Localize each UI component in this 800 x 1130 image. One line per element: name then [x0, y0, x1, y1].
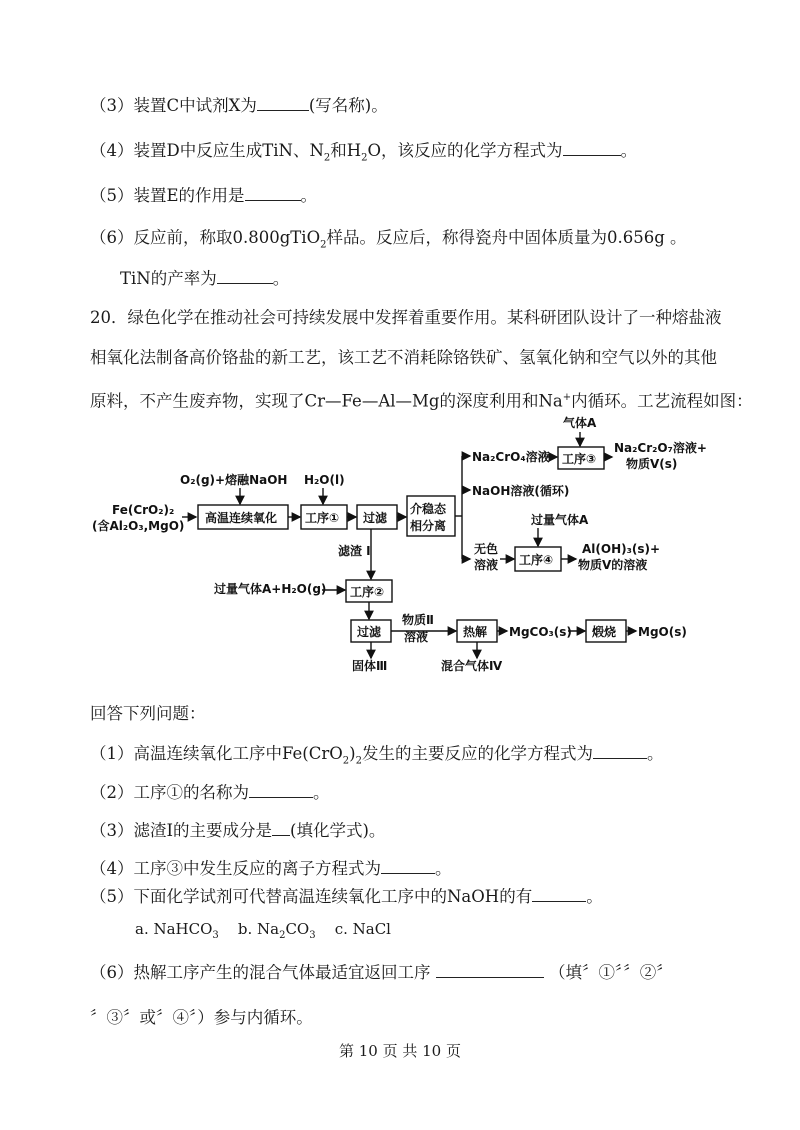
option-a[interactable]: a. NaHCO$_3$ [135, 920, 219, 941]
flow-solution2-line1: 物质Ⅱ [402, 613, 434, 627]
q20-2: （2）工序①的名称为 。 [90, 780, 330, 805]
flow-input-o2-naoh: O₂(g)+熔融NaOH [180, 473, 288, 487]
flow-box-label: 煅烧 [592, 625, 617, 639]
answer-blank[interactable] [593, 741, 647, 759]
q20-5-options [135, 920, 391, 941]
q20-intro-line3: 原料，不产生废弃物，实现了Cr—Fe—Al—Mg的深度利用和Na+内循环。工艺流程如图： [90, 391, 753, 411]
flow-mgo: MgO(s) [638, 625, 687, 639]
flow-box-label: 高温连续氧化 [205, 511, 278, 525]
q20-6: （6）热解工序产生的混合气体最适宜返回工序 （填〞①〞〞②〞 [90, 960, 673, 985]
flow-na2cro4: Na₂CrO₄溶液 [472, 450, 550, 464]
q19-4: （4）装置D中反应生成TiN、$N_2$和$H_2O$，该反应的化学方程式为 。 [90, 138, 637, 170]
q20-4: （4）工序③中发生反应的离子方程式为 。 [90, 856, 452, 881]
flow-box-label: 工序② [350, 585, 385, 599]
flow-colorless-line1: 无色 [474, 542, 499, 556]
flow-mgco3: MgCO₃(s) [509, 625, 572, 639]
q20-intro-line1: 20．绿色化学在推动社会可持续发展中发挥着重要作用。某科研团队设计了一种熔盐液 [90, 308, 722, 327]
q20-6-line2: 〞③〞或〞④〞）参与内循环。 [90, 1008, 313, 1027]
q19-6b: TiN的产率为 。 [120, 266, 289, 291]
option-b[interactable]: b. $Na_2CO_3$ [237, 920, 316, 941]
flow-product2-line1: Al(OH)₃(s)+ [582, 542, 661, 556]
option-c[interactable]: c. NaCl [334, 920, 391, 938]
q19-5: （5）装置E的作用是 。 [90, 183, 317, 208]
q20-5: （5）下面化学试剂可代替高温连续氧化工序中的NaOH的有 。 [90, 884, 603, 909]
q20-intro-line2: 相氧化法制备高价铬盐的新工艺，该工艺不消耗除铬铁矿、氢氧化钠和空气以外的其他 [90, 348, 717, 367]
q20-3: （3）滤渣Ⅰ的主要成分是 (填化学式)。 [90, 818, 385, 843]
flow-box-label: 相分离 [410, 519, 447, 533]
flow-box-label: 热解 [463, 625, 488, 639]
flow-product1-line1: Na₂Cr₂O₇溶液+ [614, 441, 707, 455]
flow-input-water: H₂O(l) [304, 473, 345, 487]
flow-product2-line2: 物质V的溶液 [578, 558, 648, 572]
flow-input-excess-gas: 过量气体A+H₂O(g) [214, 582, 327, 596]
flow-residue1: 滤渣 I [338, 544, 371, 558]
answer-blank[interactable] [249, 780, 313, 798]
flow-box-label: 工序③ [562, 452, 597, 466]
flow-mixed-gas: 混合气体Ⅳ [441, 659, 503, 673]
flow-solution2-line2: 溶液 [404, 630, 429, 644]
flow-product1-line2: 物质V(s) [626, 457, 678, 471]
q20-answer-prompt: 回答下列问题： [90, 704, 206, 723]
answer-blank[interactable] [436, 960, 544, 978]
q20-1: （1）高温连续氧化工序中$Fe(CrO_2)_2$发生的主要反应的化学方程式为 。 [90, 741, 663, 773]
flow-box-label: 过滤 [357, 625, 382, 639]
answer-blank[interactable] [381, 856, 435, 874]
flow-feed-composition: (含Al₂O₃,MgO) [92, 519, 185, 533]
flow-gas-a: 气体A [563, 416, 597, 430]
flow-box-label: 过滤 [363, 511, 388, 525]
flow-solid3: 固体Ⅲ [352, 659, 388, 673]
flow-feed-label: Fe(CrO₂)₂ [112, 503, 175, 517]
answer-blank[interactable] [532, 884, 586, 902]
flow-naoh-recycle: NaOH溶液(循环) [472, 484, 570, 498]
flow-box-label: 介稳态 [410, 502, 447, 516]
page-footer: 第 10 页 共 10 页 [338, 1042, 461, 1060]
flow-excess-gas-a: 过量气体A [531, 513, 589, 527]
answer-blank[interactable] [272, 818, 290, 836]
flow-box-label: 工序④ [519, 553, 554, 567]
q19-6: （6）反应前，称取0.800gTiO$_2$样品。反应后，称得瓷舟中固体质量为0.656g 。 [90, 228, 687, 251]
flow-colorless-line2: 溶液 [474, 558, 499, 572]
q19-3: （3）装置C中试剂X为 (写名称)。 [90, 93, 388, 118]
flow-box-label: 工序① [305, 511, 340, 525]
